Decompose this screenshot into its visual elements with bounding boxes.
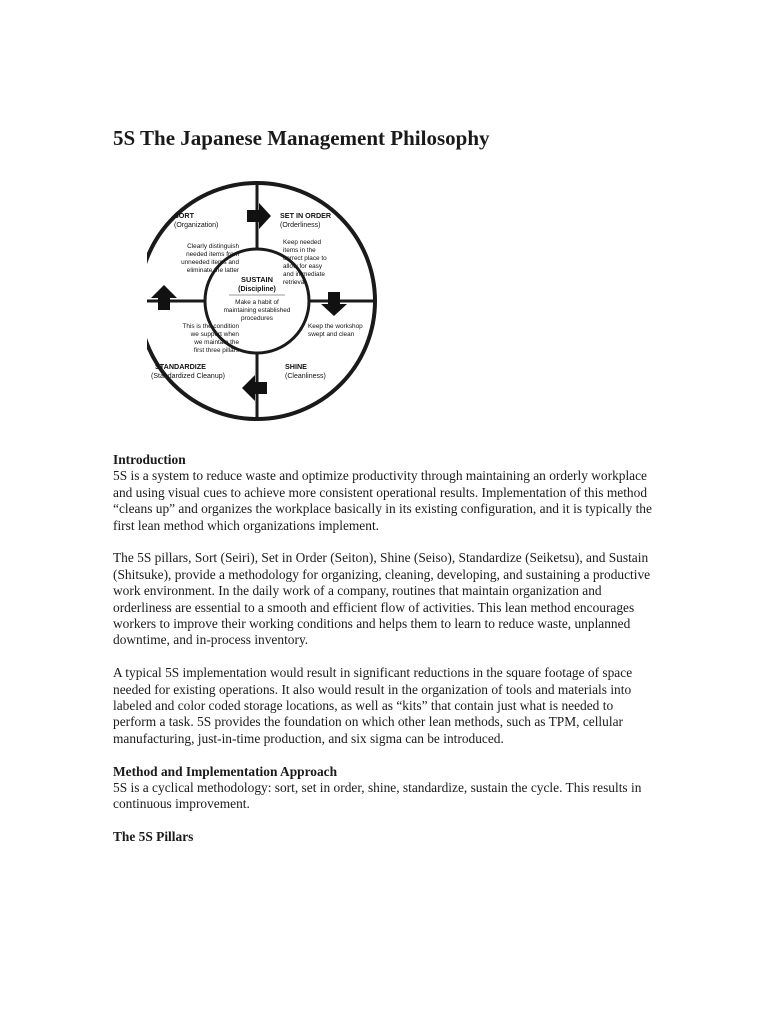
sort-desc-line-3: unneeded items and	[181, 259, 239, 266]
set-in-order-desc-line: correct place to	[283, 255, 327, 262]
page-title: 5S The Japanese Management Philosophy	[113, 126, 490, 150]
introduction-paragraph-1: 5S is a system to reduce waste and optimize productivity through maintaining an orderly workplace and using visual cues to achieve more consistent operational results. Implementation of this method “cleans up” and organizes the workplace basically in its existing configuration, and it is typically the first lean method which organizations implement.	[113, 468, 652, 533]
standardize-desc-line: This is the condition	[182, 323, 239, 330]
introduction-paragraph-3: A typical 5S implementation would result in significant reductions in the square footage of space needed for existing operations. It also would result in the organization of tools and materials into labeled and color coded storage locations, as well as “kits” that contain just what is needed to perform a task. 5S provides the foundation on which other lean methods, such as TPM, cellular manufacturing, just-in-time production, and six sigma can be introduced.	[113, 665, 633, 746]
center-desc-line: maintaining established	[223, 307, 291, 314]
sort-desc-line	[187, 243, 239, 250]
sort-desc-line	[187, 267, 240, 274]
shine-subtitle: (Cleanliness)	[285, 373, 326, 380]
introduction-section	[113, 452, 658, 747]
section-heading-pillars: The 5S Pillars	[113, 829, 194, 845]
center-subtitle: (Discipline)	[238, 286, 276, 293]
sort-subtitle: (Organization)	[174, 222, 219, 229]
shine-desc-line: swept and clean	[308, 331, 355, 338]
sort-title: SORT	[174, 211, 194, 220]
standardize-title: STANDARDIZE	[155, 362, 206, 371]
arrow-up-icon	[151, 285, 177, 310]
set-in-order-desc-line: and immediate	[283, 271, 325, 278]
document-body	[113, 452, 658, 846]
center-desc-line: procedures	[241, 315, 273, 322]
shine-title: SHINE	[285, 362, 307, 371]
set-in-order-desc-line: items in the	[283, 247, 316, 254]
standardize-desc-line: we maintain the	[194, 339, 239, 346]
arrow-left-icon	[242, 375, 267, 401]
sort-desc-line-2: needed items from	[186, 251, 239, 258]
method-paragraph-1: 5S is a cyclical methodology: sort, set in order, shine, standardize, sustain the cycle. This results in continuous improvement.	[113, 780, 642, 812]
arrow-right-icon	[247, 203, 271, 229]
set-in-order-title: SET IN ORDER	[280, 211, 332, 220]
section-heading-method: Method and Implementation Approach	[113, 763, 338, 779]
section-heading-introduction: Introduction	[113, 452, 186, 467]
pillars-section	[113, 829, 658, 845]
standardize-desc-line: first three pillars	[193, 347, 239, 354]
set-in-order-subtitle: (Orderliness)	[280, 222, 321, 229]
sort-desc-line-4: eliminate the latter	[186, 267, 239, 274]
shine-desc-line: Keep the workshop	[308, 323, 363, 330]
introduction-paragraph-2: The 5S pillars, Sort (Seiri), Set in Order (Seiton), Shine (Seiso), Standardize (Seiketsu), and Sustain (Shitsuke), provide a methodology for organizing, cleaning, developing, and sustaining a productive work environment. In the daily work of a company, routines that maintain organization and orderliness are essential to a smooth and efficient flow of activities. This lean method encourages workers to improve their working conditions and helps them to learn to reduce waste, unplanned downtime, and in-process inventory.	[113, 550, 651, 648]
standardize-subtitle: (Standardized Cleanup)	[151, 373, 225, 380]
sort-desc-line-1: Clearly distinguish	[187, 243, 239, 250]
center-title: SUSTAIN	[241, 275, 273, 284]
5s-cycle-svg	[147, 170, 377, 432]
set-in-order-desc-line: retrieval	[283, 279, 306, 286]
sort-desc-line	[181, 259, 239, 266]
arrow-down-icon	[321, 292, 347, 316]
sort-desc-line	[186, 251, 239, 258]
5s-cycle-diagram	[147, 170, 377, 432]
set-in-order-desc-line: Keep needed	[283, 239, 322, 246]
standardize-desc-line: we support when	[190, 331, 239, 338]
center-desc-line: Make a habit of	[235, 299, 279, 306]
set-in-order-desc-line: allow for easy	[283, 263, 323, 270]
method-section	[113, 764, 658, 813]
